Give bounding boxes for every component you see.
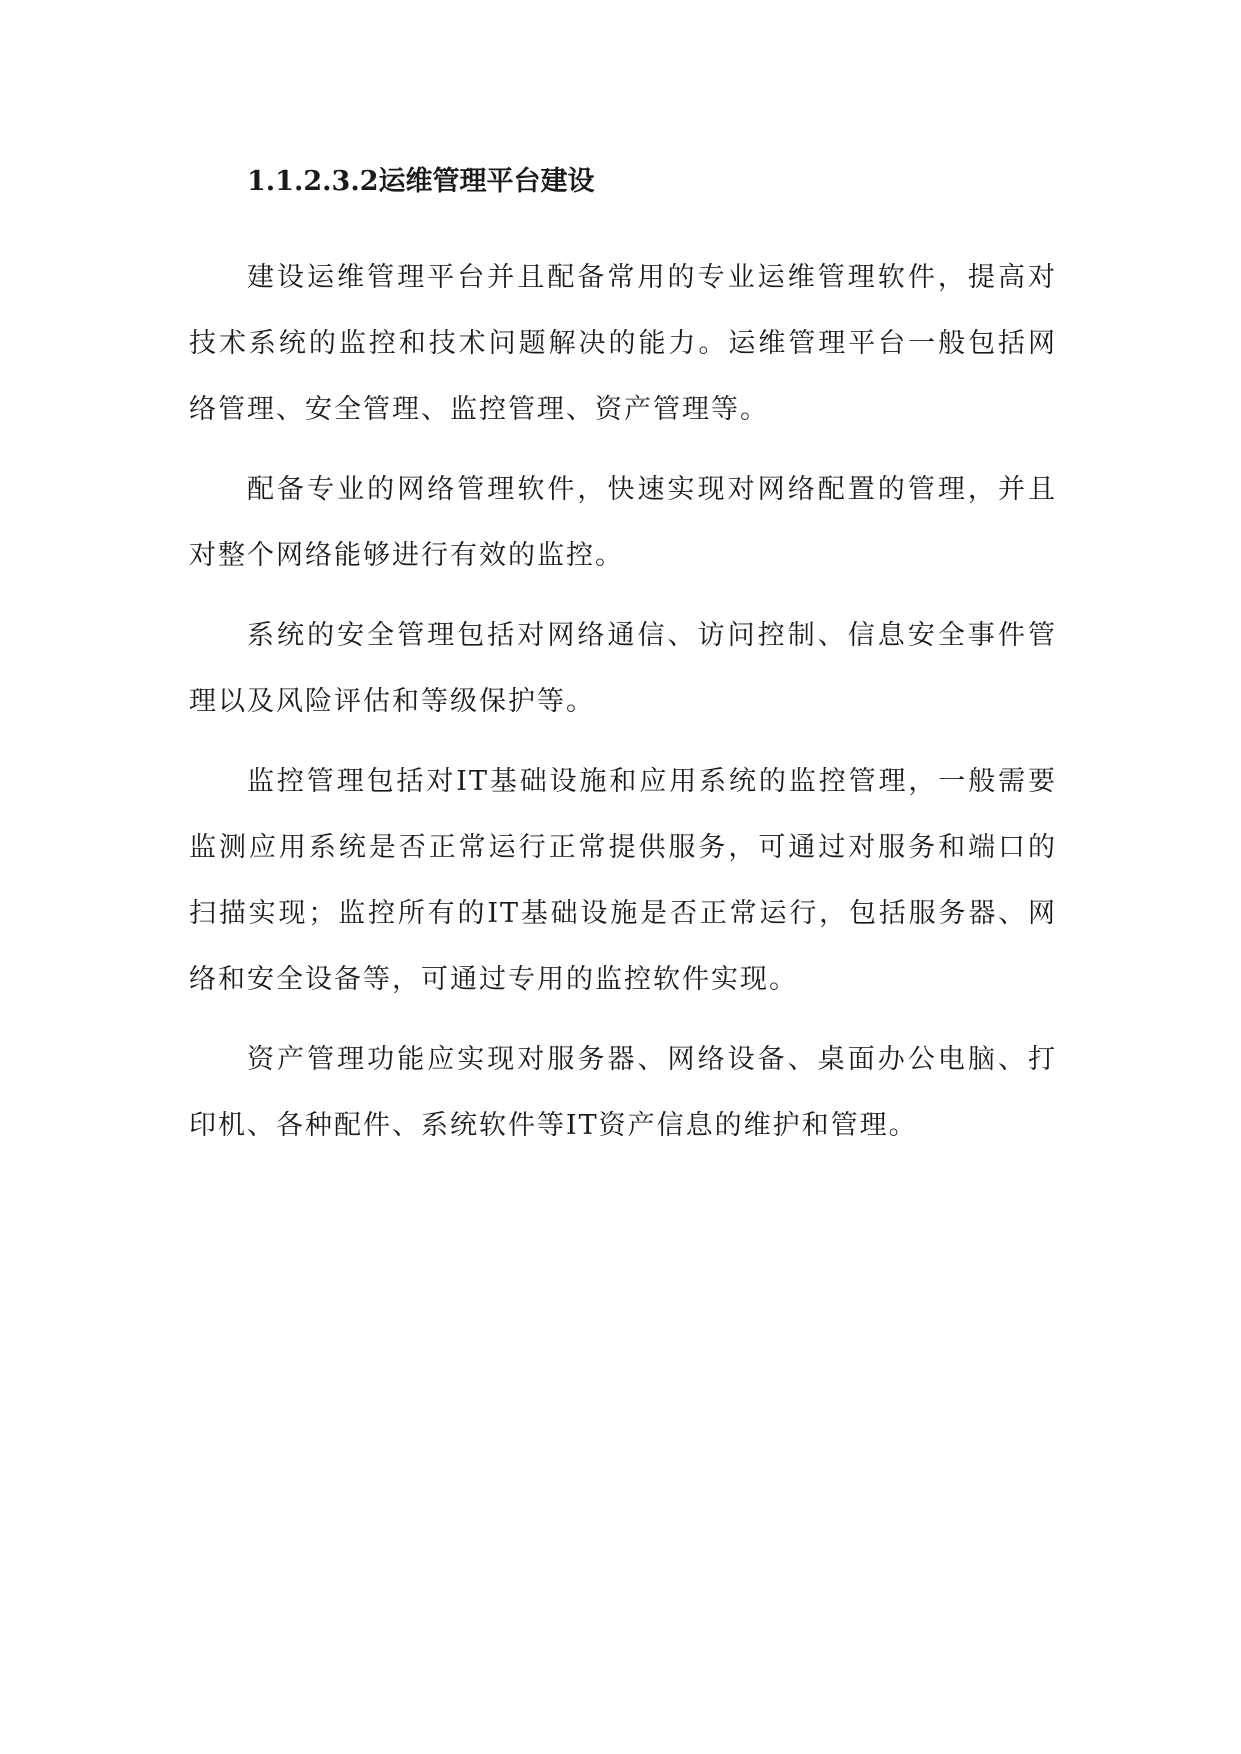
paragraph-security-management: 系统的安全管理包括对网络通信、访问控制、信息安全事件管理以及风险评估和等级保护等。 — [189, 620, 1057, 717]
paragraph-monitoring-management: 监控管理包括对IT基础设施和应用系统的监控管理，一般需要监测应用系统是否正常运行正常提供服务，可通过对服务和端口的扫描实现；监控所有的IT基础设施是否正常运行，包括服务器、网络和安全设备等，可通过专用的监控软件实现。 — [189, 766, 1057, 995]
paragraph-platform-construction: 建设运维管理平台并且配备常用的专业运维管理软件，提高对技术系统的监控和技术问题解决的能力。运维管理平台一般包括网络管理、安全管理、监控管理、资产管理等。 — [189, 262, 1057, 425]
paragraph-network-management: 配备专业的网络管理软件，快速实现对网络配置的管理，并且对整个网络能够进行有效的监控。 — [189, 474, 1057, 571]
paragraph-asset-management: 资产管理功能应实现对服务器、网络设备、桌面办公电脑、打印机、各种配件、系统软件等IT资产信息的维护和管理。 — [189, 1044, 1057, 1141]
document-body — [189, 245, 1057, 1173]
section-heading: 1.1.2.3.2运维管理平台建设 — [247, 166, 595, 197]
